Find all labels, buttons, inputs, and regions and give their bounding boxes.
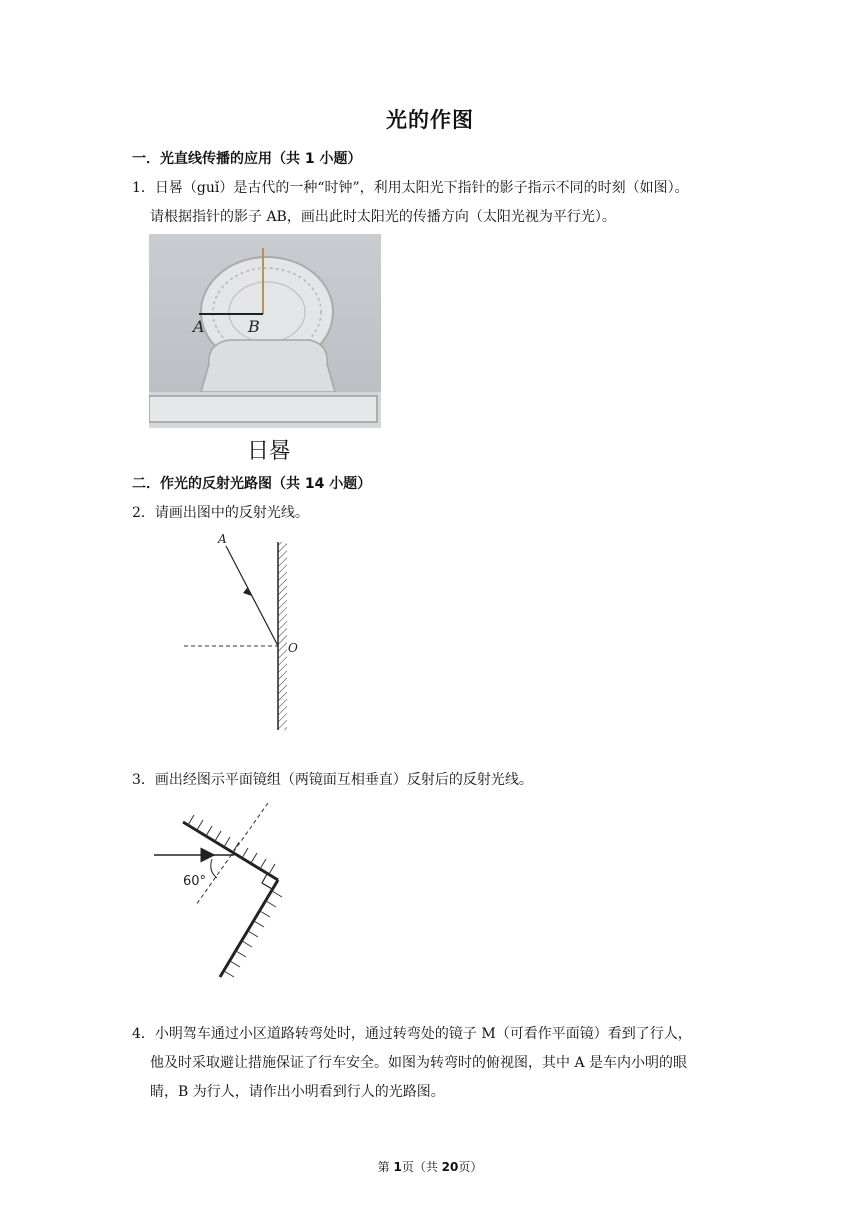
question-4-line-3: 睛，B 为行人，请作出小明看到行人的光路图。: [150, 1084, 445, 1100]
footer-middle: 页（共: [401, 1160, 442, 1174]
footer-total-pages: 20: [441, 1160, 459, 1174]
sundial-label-a: A: [193, 317, 205, 336]
section-heading-1: 一．光直线传播的应用（共 1 小题）: [132, 151, 362, 167]
mirror-pair-diagram: [150, 795, 290, 985]
footer-suffix: 页）: [458, 1160, 483, 1174]
mirror-label-a: A: [218, 532, 227, 546]
footer-prefix: 第: [377, 1160, 394, 1174]
section-heading-2: 二．作光的反射光路图（共 14 小题）: [132, 476, 372, 492]
mirror-diagram: [180, 530, 320, 735]
page-footer: [0, 1158, 860, 1175]
page-title: 光的作图: [386, 108, 474, 132]
question-1-line-2: 请根据指针的影子 AB，画出此时太阳光的传播方向（太阳光视为平行光）。: [150, 209, 616, 225]
footer-page-number: 1: [393, 1160, 402, 1174]
question-4-line-2: 他及时采取避让措施保证了行车安全。如图为转弯时的俯视图，其中 A 是车内小明的眼: [150, 1055, 688, 1071]
question-1-line-1: 1．日晷（guǐ）是古代的一种“时钟”，利用太阳光下指针的影子指示不同的时刻（如图）。: [132, 180, 689, 196]
sundial-caption: 日晷: [247, 439, 292, 464]
question-4-line-1: 4．小明驾车通过小区道路转弯处时，通过转弯处的镜子 M（可看作平面镜）看到了行人，: [132, 1026, 692, 1042]
mirror-label-o: O: [288, 641, 298, 655]
question-2-line-1: 2．请画出图中的反射光线。: [132, 505, 309, 521]
question-3-line-1: 3．画出经图示平面镜组（两镜面互相垂直）反射后的反射光线。: [132, 772, 533, 788]
sundial-photo: [149, 234, 381, 428]
angle-label: 60°: [183, 874, 207, 889]
sundial-label-b: B: [248, 317, 260, 336]
sundial-drawing: [149, 234, 381, 428]
